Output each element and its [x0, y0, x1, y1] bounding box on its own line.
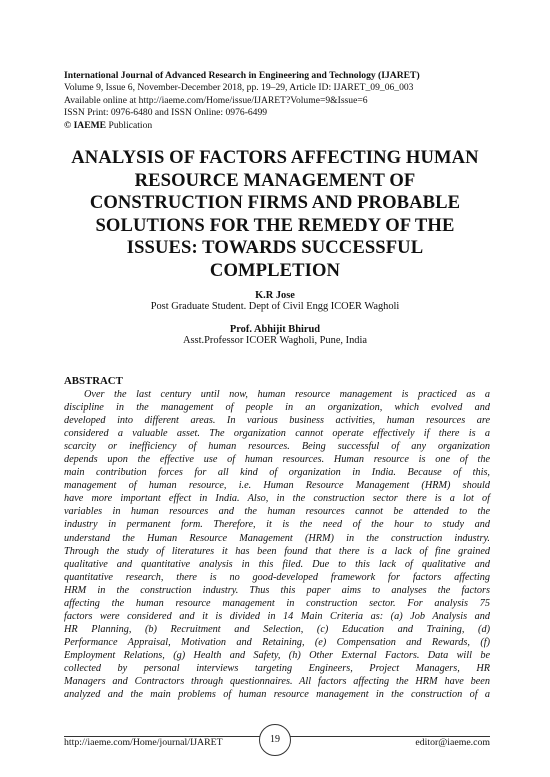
copyright-rest: Publication: [106, 119, 153, 131]
abstract-line: considered a valuable asset. The organization cannot operate effectively if there is a: [64, 428, 490, 440]
title-line: RESOURCE MANAGEMENT OF: [134, 169, 416, 191]
volume-info: Volume 9, Issue 6, November-December 2018, pp. 19–29, Article ID: IJARET_09_06_003: [64, 82, 414, 94]
abstract-line: Through the study of literatures it has been found that there is a lack of fine grained: [64, 545, 490, 557]
title-line: CONSTRUCTION FIRMS AND PROBABLE: [89, 192, 461, 214]
abstract-line: industry in permanent form. Therefore, it is the need of the hour to study and: [64, 519, 490, 531]
availability-link[interactable]: Available online at http://iaeme.com/Home/issue/IJARET?Volume=9&Issue=6: [64, 94, 368, 106]
author-name: Prof. Abhijit Bhirud: [229, 324, 321, 335]
abstract-line: variables in human resources and the human resources cannot be attended to the: [64, 506, 490, 518]
abstract-line: HRM in the construction industry. Thus this paper aims to analyses the factors: [64, 584, 490, 596]
abstract-line: depends upon the effective use of human resources. Human resource is one of the: [64, 454, 490, 466]
abstract-heading: ABSTRACT: [64, 375, 123, 387]
abstract-line: Performance Appraisal, Motivation and Retaining, (e) Compensation and Rewards, (f): [64, 636, 490, 648]
author-affiliation: Asst.Professor ICOER Wagholi, Pune, India: [183, 335, 367, 346]
abstract-line: quantitative research, there is no good-developed framework for factors affecting: [64, 571, 490, 583]
title-line: ANALYSIS OF FACTORS AFFECTING HUMAN: [71, 147, 479, 168]
copyright-line: [64, 120, 494, 132]
abstract-line: analyzed and the main problems of human resource management in the construction of a: [64, 689, 490, 701]
abstract-line: collected by personal interviews targeting Engineers, Project Managers, HR: [64, 662, 490, 674]
footer-url[interactable]: http://iaeme.com/Home/journal/IJARET: [64, 737, 223, 748]
abstract-line: understand the Human Resource Management (HRM) in the construction industry.: [64, 532, 490, 544]
journal-name: International Journal of Advanced Research in Engineering and Technology (IJARET): [64, 70, 420, 81]
abstract-line: Managers and Contractors through questionnaires. All factors affecting the HRM have been: [64, 676, 490, 688]
abstract-body: [64, 388, 490, 701]
abstract-line: Over the last century until now, human resource management is practiced as a: [84, 389, 490, 400]
title-line: COMPLETION: [209, 259, 341, 281]
abstract-line: developed into different areas. In various business activities, human resources are: [64, 415, 490, 427]
abstract-line: affecting the human resource management in construction sector. For analysis 75: [64, 597, 490, 609]
author-affiliation: Post Graduate Student. Dept of Civil Engg ICOER Wagholi: [150, 301, 400, 312]
title-line: SOLUTIONS FOR THE REMEDY OF THE: [95, 214, 455, 236]
page-number: 19: [259, 724, 291, 756]
author-name: K.R Jose: [255, 290, 295, 301]
author-block-2: [56, 324, 494, 346]
abstract-line: discipline in the management of people in an organization, which evolved and: [64, 402, 490, 414]
author-block-1: [56, 290, 494, 312]
abstract-line: qualitative and quantitative analysis in this filed. Due to this lack of qualitative and: [64, 558, 490, 570]
abstract-line: HR Planning, (b) Recruitment and Selection, (c) Education and Training, (d): [64, 623, 490, 635]
abstract-line: have more important effect in India. Also, in the construction sector there is a lot of: [64, 493, 490, 505]
title-line: ISSUES: TOWARDS SUCCESSFUL: [126, 237, 424, 259]
abstract-line: Employment Relations, (g) Health and Safety, (h) Other External Factors. Data will be: [64, 649, 490, 661]
abstract-line: factors were considered and it is divided in 14 Main Criteria as: (a) Job Analysis and: [64, 610, 490, 622]
abstract-line: scarcity or inefficiency of human resources. Being successful of any organization: [64, 441, 490, 453]
issn-info: ISSN Print: 0976-6480 and ISSN Online: 0976-6499: [64, 107, 268, 119]
copyright-mark: © IAEME: [64, 119, 107, 131]
paper-title: [56, 147, 494, 283]
footer-email[interactable]: editor@iaeme.com: [415, 737, 490, 748]
abstract-line: management of human resource, i.e. Human Resource Management (HRM) should: [64, 480, 490, 492]
abstract-line: main contribution forces for all kind of organization in India. Because of this,: [64, 467, 490, 479]
journal-header: [64, 70, 494, 132]
